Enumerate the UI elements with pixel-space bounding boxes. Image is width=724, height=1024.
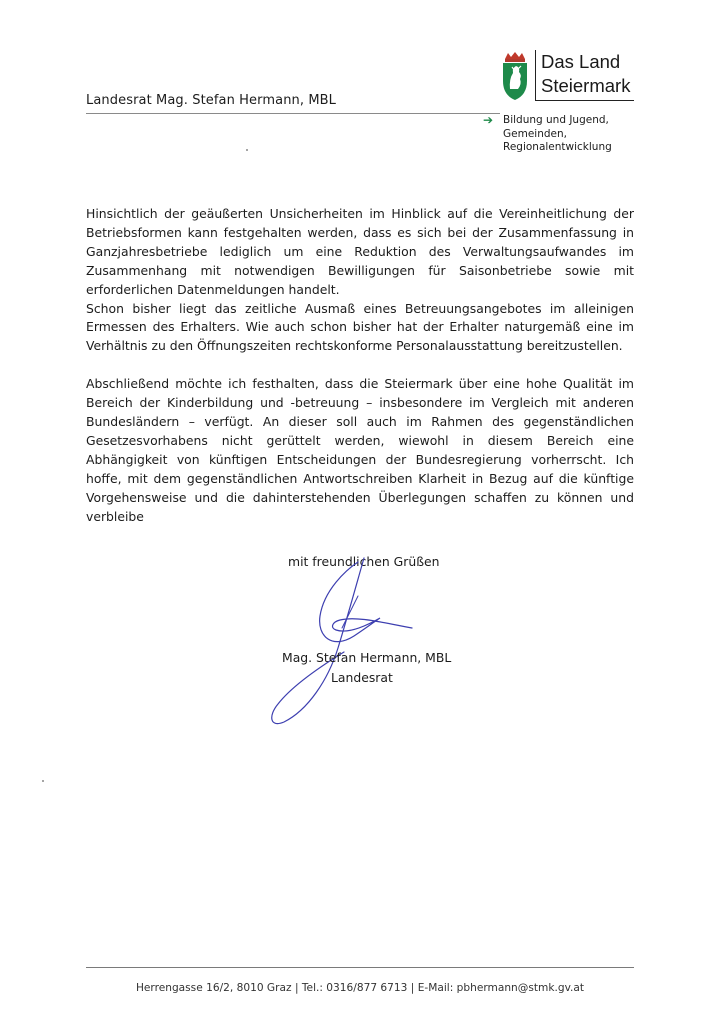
arrow-right-icon: ➔ (483, 113, 494, 127)
scan-speck (42, 780, 44, 782)
paragraph-spacer (86, 356, 634, 375)
footer-phone: Tel.: 0316/877 6713 (301, 982, 408, 994)
brand-line-2: Steiermark (541, 75, 631, 96)
sender-line: Landesrat Mag. Stefan Hermann, MBL (86, 93, 337, 108)
footer-separator: | (294, 982, 302, 994)
brand-wordmark (535, 50, 634, 101)
paragraph: Schon bisher liegt das zeitliche Ausmaß eines Betreuungsangebotes im alleinigen Ermessen des Erhalters. Wie auch schon bisher hat der Erhalter naturgemäß eine im Verhältnis zu den Öffnungszeiten rechtskonforme Personalausstattung bereitzustellen. (86, 300, 634, 354)
paragraph: Hinsichtlich der geäußerten Unsicherheiten im Hinblick auf die Vereinheitlichung der Betriebsformen kann festgehalten werden, dass es sich bei der Zusammenfassung in Ganzjahresbetriebe lediglich um eine Reduktion des Verwaltungsaufwandes im Zusammenhang mit notwendigen Bewilligungen für Saisonbetriebe sowie mit erforderlichen Datenmeldungen handelt. (86, 206, 634, 297)
footer-address: Herrengasse 16/2, 8010 Graz (135, 982, 292, 994)
department-line: Regionalentwicklung (503, 141, 612, 153)
paragraph: Abschließend möchte ich festhalten, dass die Steiermark über eine hohe Qualität im Bereich der Kinderbildung und -betreuung – insbesondere im Vergleich mit anderen Bundesländern – verfügt. An dieser soll auch im Rahmen des gegenständlichen Gesetzesvorhabens nicht gerüttelt werden, wiewohl in diesem Bereich eine Abhängigkeit von künftigen Entscheidungen der Bundesregierung vorherrscht. Ich hoffe, mit dem gegenständlichen Antwortschreiben Klarheit in Bezug auf die künftige Vorgehensweise und die dahinterstehenden Überlegungen schaffen zu können und verbleibe (86, 376, 634, 524)
brand-line-1: Das Land (541, 51, 621, 72)
steiermark-coat-of-arms-icon (500, 51, 530, 101)
footer-email: E-Mail: pbhermann@stmk.gv.at (417, 982, 585, 994)
scan-speck (246, 149, 248, 151)
footer (86, 982, 634, 994)
department-line: Gemeinden, (503, 127, 567, 140)
handwritten-signature (262, 556, 432, 728)
footer-divider (86, 967, 634, 968)
signatory-title: Landesrat (331, 670, 393, 685)
header-divider (86, 113, 500, 114)
logo (500, 48, 640, 112)
closing-greeting: mit freundlichen Grüßen (288, 554, 440, 569)
letter-body (86, 205, 634, 527)
department-line: Bildung und Jugend, (503, 114, 609, 126)
signatory-name: Mag. Stefan Hermann, MBL (282, 650, 452, 665)
footer-separator: | (410, 982, 418, 994)
